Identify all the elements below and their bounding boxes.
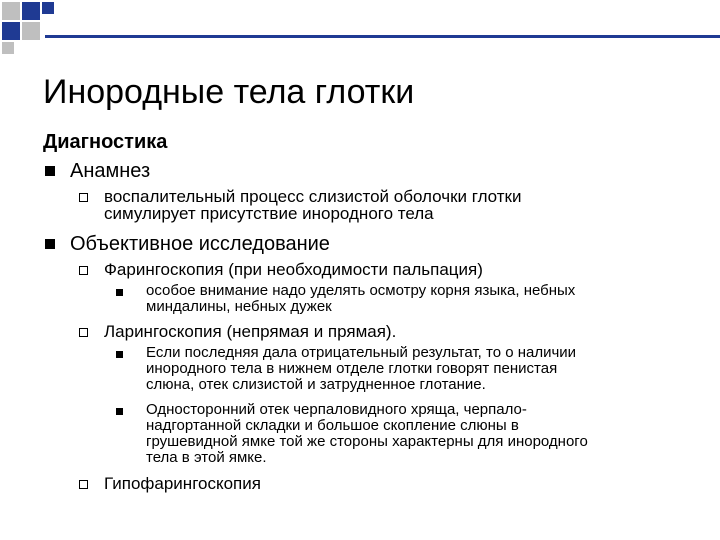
list-item: Если последняя дала отрицательный результат, то о наличии инородного тела в нижнем отделе глотки говорят пенистая слюна, отек слизистой и затрудненное глотание. <box>146 344 577 393</box>
bullet-square-icon <box>116 351 123 358</box>
bullet-square-icon <box>45 166 55 176</box>
corner-square-4 <box>22 22 40 40</box>
corner-square-5 <box>42 2 54 14</box>
section-heading: Диагностика <box>43 131 168 153</box>
corner-square-2 <box>22 2 40 20</box>
bullet-square-icon <box>45 239 55 249</box>
bullet-box-icon <box>79 328 88 337</box>
bullet-box-icon <box>79 193 88 202</box>
bullet-box-icon <box>79 266 88 275</box>
list-item: Гипофарингоскопия <box>104 474 261 493</box>
bullet-box-icon <box>79 480 88 489</box>
corner-square-1 <box>2 2 20 20</box>
header-rule <box>45 35 720 38</box>
list-item: особое внимание надо уделять осмотру корня языка, небных миндалины, небных дужек <box>146 282 576 315</box>
list-item: Анамнез <box>70 160 151 182</box>
list-item: Односторонний отек черпаловидного хряща, черпало- надгортанной складки и большое скопление слюны в грушевидной ямке той же стороны характерны для инородного тела в этой ямке. <box>146 401 588 466</box>
list-item: Фарингоскопия (при необходимости пальпация) <box>104 260 483 279</box>
list-item: Ларингоскопия (непрямая и прямая). <box>104 322 397 341</box>
corner-square-3 <box>2 22 20 40</box>
bullet-square-icon <box>116 408 123 415</box>
list-item: воспалительный процесс слизистой оболочки глотки симулирует присутствие инородного тела <box>104 187 522 223</box>
bullet-square-icon <box>116 289 123 296</box>
list-item: Объективное исследование <box>70 233 330 255</box>
slide-title: Инородные тела глотки <box>43 73 415 111</box>
corner-square-6 <box>2 42 14 54</box>
